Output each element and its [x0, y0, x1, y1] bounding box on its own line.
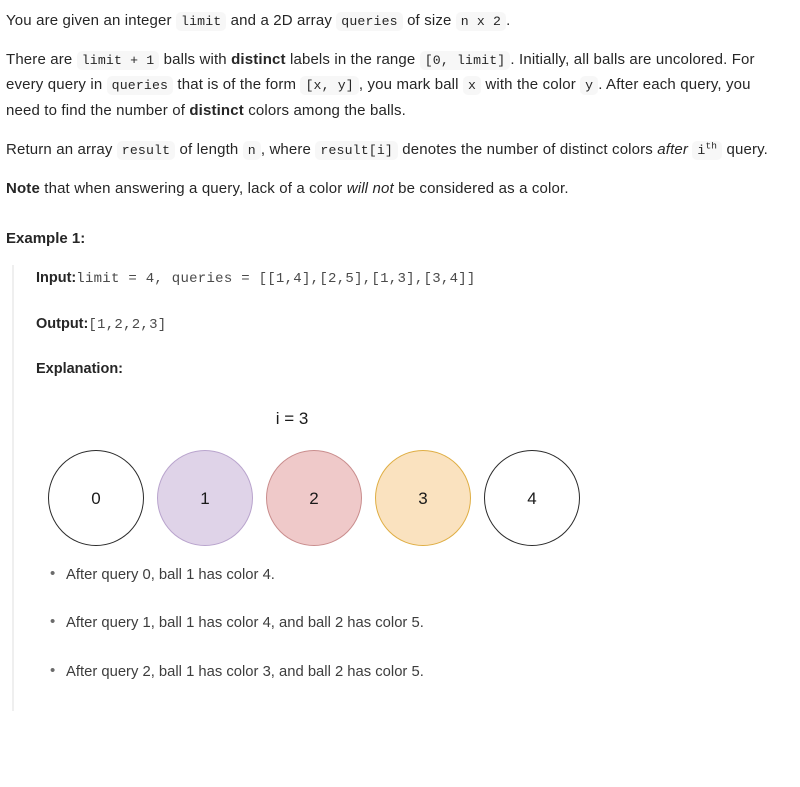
- text-segment: query.: [722, 140, 768, 158]
- example-heading: Example 1:: [6, 230, 86, 248]
- text-segment: of length: [175, 140, 243, 158]
- code-chip-queries: queries: [336, 12, 402, 31]
- text-segment: labels in the range: [285, 51, 420, 69]
- code-chip-ith-superscript: th: [705, 140, 718, 152]
- code-chip-queries-2: queries: [107, 76, 173, 95]
- text-segment: . Initially, all balls are uncolored. For every query in: [6, 51, 755, 94]
- example-input-value: limit = 4, queries = [[1,4],[2,5],[1,3],[3,4]]: [76, 271, 476, 288]
- text-segment: be considered as a color.: [393, 179, 569, 197]
- balls-row: [36, 450, 786, 546]
- paragraph-note: [6, 176, 786, 201]
- ball-2: [266, 450, 362, 546]
- figure-caption-i-equals-3: i = 3: [275, 409, 309, 429]
- example-input-label: Input:: [36, 270, 77, 287]
- text-segment: of size: [402, 12, 456, 29]
- ball-label: 1: [200, 488, 210, 508]
- text-segment: with the color: [481, 76, 581, 94]
- code-chip-ith-base: i: [697, 142, 706, 158]
- bold-distinct-2: distinct: [189, 101, 244, 119]
- code-chip-limit: limit: [176, 12, 226, 31]
- code-chip-range: [0, limit]: [420, 51, 511, 70]
- example-output-line: [36, 313, 786, 336]
- text-segment: colors among the balls.: [243, 101, 406, 119]
- code-chip-n: n: [243, 141, 261, 160]
- example-explanation-label: Explanation:: [36, 360, 124, 377]
- code-chip-result-i: result[i]: [315, 141, 398, 160]
- ball-label: 2: [309, 488, 319, 508]
- code-chip-n-x-2: n x 2: [456, 12, 506, 31]
- paragraph-return-description: [6, 137, 786, 162]
- text-segment: that when answering a query, lack of a color: [39, 179, 347, 197]
- text-segment: balls with: [159, 51, 232, 69]
- list-item: • After query 0, ball 1 has color 4.: [66, 564, 786, 586]
- balls-figure: [36, 405, 786, 546]
- code-chip-ith: [692, 141, 722, 160]
- example-input-line: [36, 267, 786, 290]
- ball-label: 0: [91, 488, 101, 508]
- paragraph-balls-description: [6, 47, 786, 123]
- example-explanation-line: [36, 358, 786, 381]
- ball-0: [48, 450, 144, 546]
- code-chip-y: y: [580, 76, 598, 95]
- code-chip-x: x: [463, 76, 481, 95]
- italic-after: after: [657, 140, 689, 158]
- text-segment: Return an array: [6, 140, 117, 158]
- text-segment: There are: [6, 51, 77, 69]
- text-segment: and a 2D array: [226, 12, 337, 29]
- code-chip-result: result: [117, 141, 175, 160]
- ball-3: [375, 450, 471, 546]
- explanation-notes-list: [36, 564, 786, 683]
- ball-4: [484, 450, 580, 546]
- text-segment: that is of the form: [173, 76, 301, 94]
- example-output-label: Output:: [36, 315, 89, 332]
- paragraph-given-input: [6, 8, 786, 33]
- bold-note: Note: [6, 179, 40, 197]
- text-segment: , you mark ball: [358, 76, 463, 94]
- ball-label: 3: [418, 488, 428, 508]
- bold-distinct: distinct: [231, 51, 286, 69]
- example-block: [12, 265, 786, 711]
- list-item: • After query 1, ball 1 has color 4, and ball 2 has color 5.: [66, 612, 786, 634]
- text-segment: .: [506, 12, 511, 29]
- text-segment: You are given an integer: [6, 12, 176, 29]
- text-segment: denotes the number of distinct colors: [397, 140, 658, 158]
- list-item: • After query 2, ball 1 has color 3, and ball 2 has color 5.: [66, 661, 786, 683]
- text-segment: , where: [260, 140, 316, 158]
- ball-1: [157, 450, 253, 546]
- example-output-value: [1,2,2,3]: [88, 316, 167, 333]
- code-chip-limit-plus-1: limit + 1: [77, 51, 160, 70]
- text-segment: . After each query, you need to find the number of: [6, 76, 751, 119]
- ball-label: 4: [527, 488, 537, 508]
- code-chip-x-y: [x, y]: [300, 76, 358, 95]
- italic-will-not: will not: [346, 179, 394, 197]
